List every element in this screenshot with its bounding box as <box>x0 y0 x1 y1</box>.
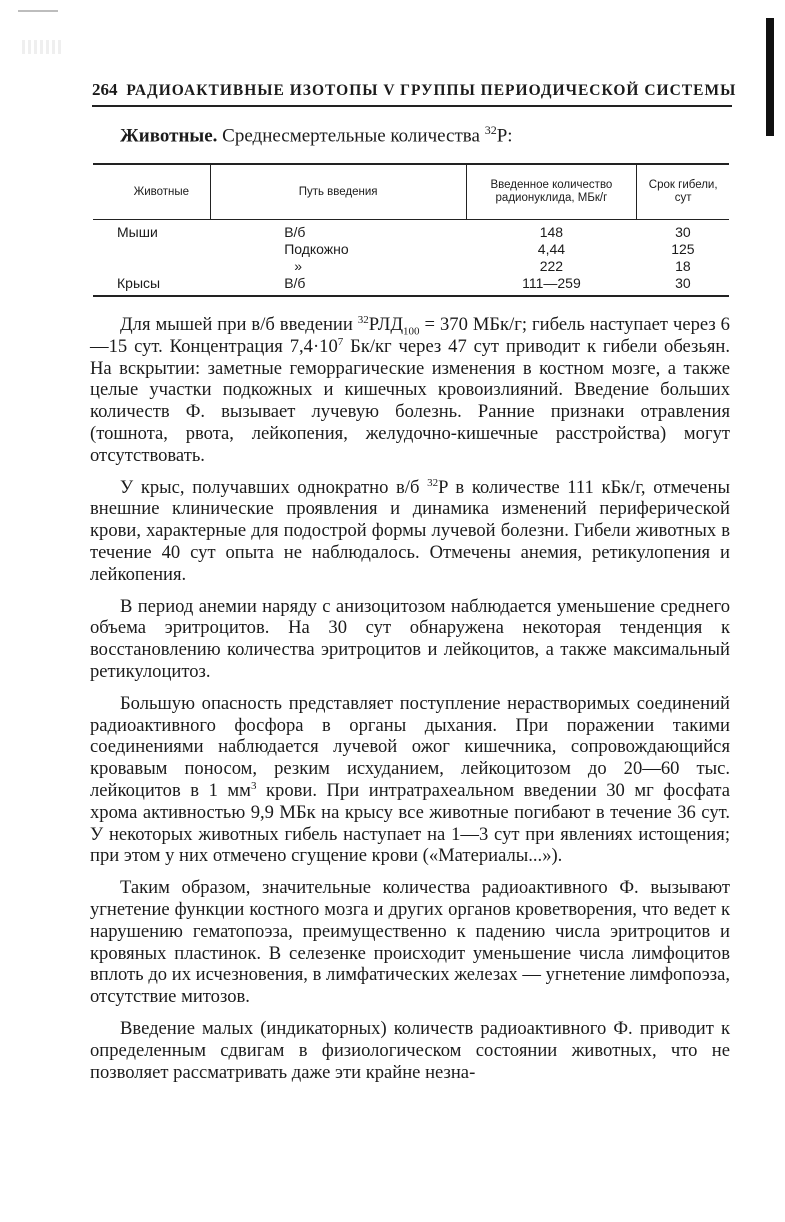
cell-animal: Крысы <box>93 275 210 296</box>
cell-amount: 111—259 <box>466 275 637 296</box>
table-title-bold: Животные. <box>120 125 218 147</box>
table-title-end: P: <box>496 125 513 147</box>
cell-term: 125 <box>671 241 695 257</box>
cell-amount: 4,44 <box>537 241 566 257</box>
header-rule <box>92 105 732 107</box>
cell-term: 30 <box>637 275 729 296</box>
col-header-amount: Введенное количество радионуклида, МБк/г <box>466 164 637 220</box>
col-header-route: Путь введения <box>210 164 466 220</box>
superscript: 3 <box>250 779 257 792</box>
cell-route: » <box>294 258 302 274</box>
paragraph: Введение малых (индикаторных) количеств радиоактивного Ф. приводит к определенным сдвигам в физиологическом состоянии животных, что не позволяет рассматривать даже эти крайне незна- <box>90 1017 730 1083</box>
superscript: 7 <box>337 335 344 348</box>
text-run: Для мышей при в/б введении <box>120 314 358 335</box>
table-title-text: Среднесмертельные количества <box>222 125 480 147</box>
col-header-term: Срок гибели, сут <box>637 164 729 220</box>
cell-amount: 148 <box>539 224 564 240</box>
paragraph <box>90 693 730 867</box>
lethal-dose-table <box>93 163 729 297</box>
superscript: 32 <box>427 476 439 489</box>
scan-mark <box>18 10 58 12</box>
body-text <box>90 314 730 1093</box>
page-number: 264 <box>92 80 118 99</box>
text-run: РЛД <box>368 314 404 335</box>
paragraph <box>90 314 730 467</box>
page-edge-bar <box>766 18 774 136</box>
running-head <box>92 80 737 100</box>
scan-smudge <box>22 40 62 54</box>
table-row <box>93 258 729 275</box>
cell-animal <box>93 241 210 258</box>
table-header-row <box>93 164 729 220</box>
subscript: 100 <box>403 325 420 338</box>
col-header-animals: Животные <box>93 164 210 220</box>
table-title-sup: 32 <box>484 123 497 137</box>
paragraph <box>90 477 730 586</box>
superscript: 32 <box>357 313 369 326</box>
table-title <box>120 123 513 147</box>
text-run: P в количестве 111 кБк/г, отмечены внешние клинические проявления и динамика изменений периферической крови, характерные для подострой формы лучевой болезни. Гибели животных в течение 40 сут опыта не наблюдалось. Отмечены анемия, ретикулопения и лейкопения. <box>90 476 730 585</box>
text-run: Бк/кг через 47 сут приводит к гибели обезьян. На вскрытии: заметные геморрагические изменения в костном мозге, а также целые участки подкожных и кишечных кровоизлияний. Введение больших количеств Ф. вызывает лучевую болезнь. Ранние признаки отравления (тошнота, рвота, лейкопения, желудочно-кишечные расстройства) могут отсутствовать. <box>90 335 730 466</box>
text-run: Большую опасность представляет поступление нерастворимых соединений радиоактивного фосфора в органы дыхания. При поражении такими соединениями наблюдается лучевой ожог кишечника, сопровождающийся кровавым поносом, резким исхуданием, лейкоцитозом до 20—60 тыс. лейкоцитов в 1 мм <box>90 692 730 801</box>
cell-amount: 222 <box>539 258 564 274</box>
table-row <box>93 275 729 296</box>
running-title: РАДИОАКТИВНЫЕ ИЗОТОПЫ V ГРУППЫ ПЕРИОДИЧЕСКОЙ СИСТЕМЫ <box>126 82 737 99</box>
table-row <box>93 241 729 258</box>
cell-term: 30 <box>675 224 691 240</box>
cell-animal <box>93 258 210 275</box>
cell-term: 18 <box>675 258 691 274</box>
text-run: = 370 МБк/г; гибель наступает через 6—15 сут. Концентрация 7,4·10 <box>90 314 730 357</box>
cell-route: В/б <box>210 275 466 296</box>
cell-animal: Мыши <box>117 224 158 240</box>
table-row <box>93 220 729 242</box>
paragraph: Таким образом, значительные количества радиоактивного Ф. вызывают угнетение функции костного мозга и других органов кроветворения, что ведет к нарушению гематопоэза, преимущественно к падению числа эритроцитов и кровяных пластинок. В селезенке происходит уменьшение числа лимфоцитов вплоть до их исчезновения, в лимфатических железах — угнетение лимфопоэза, отсутствие митозов. <box>90 877 730 1008</box>
cell-route: Подкожно <box>284 241 349 257</box>
text-run: крови. При интратрахеальном введении 30 мг фосфата хрома активностью 9,9 МБк на крысу все животные погибают в течение 36 сут. У некоторых животных гибель наступает на 1—3 сут при явлениях истощения; при этом у них отмечено сгущение крови («Материалы...»). <box>90 779 730 867</box>
text-run: У крыс, получавших однократно в/б <box>120 476 428 498</box>
paragraph: В период анемии наряду с анизоцитозом наблюдается уменьшение среднего объема эритроцитов. На 30 сут обнаружена некоторая тенденция к восстановлению количества эритроцитов и лейкоцитов, а также максимальный ретикулоцитоз. <box>90 595 730 682</box>
cell-route: В/б <box>284 224 306 240</box>
